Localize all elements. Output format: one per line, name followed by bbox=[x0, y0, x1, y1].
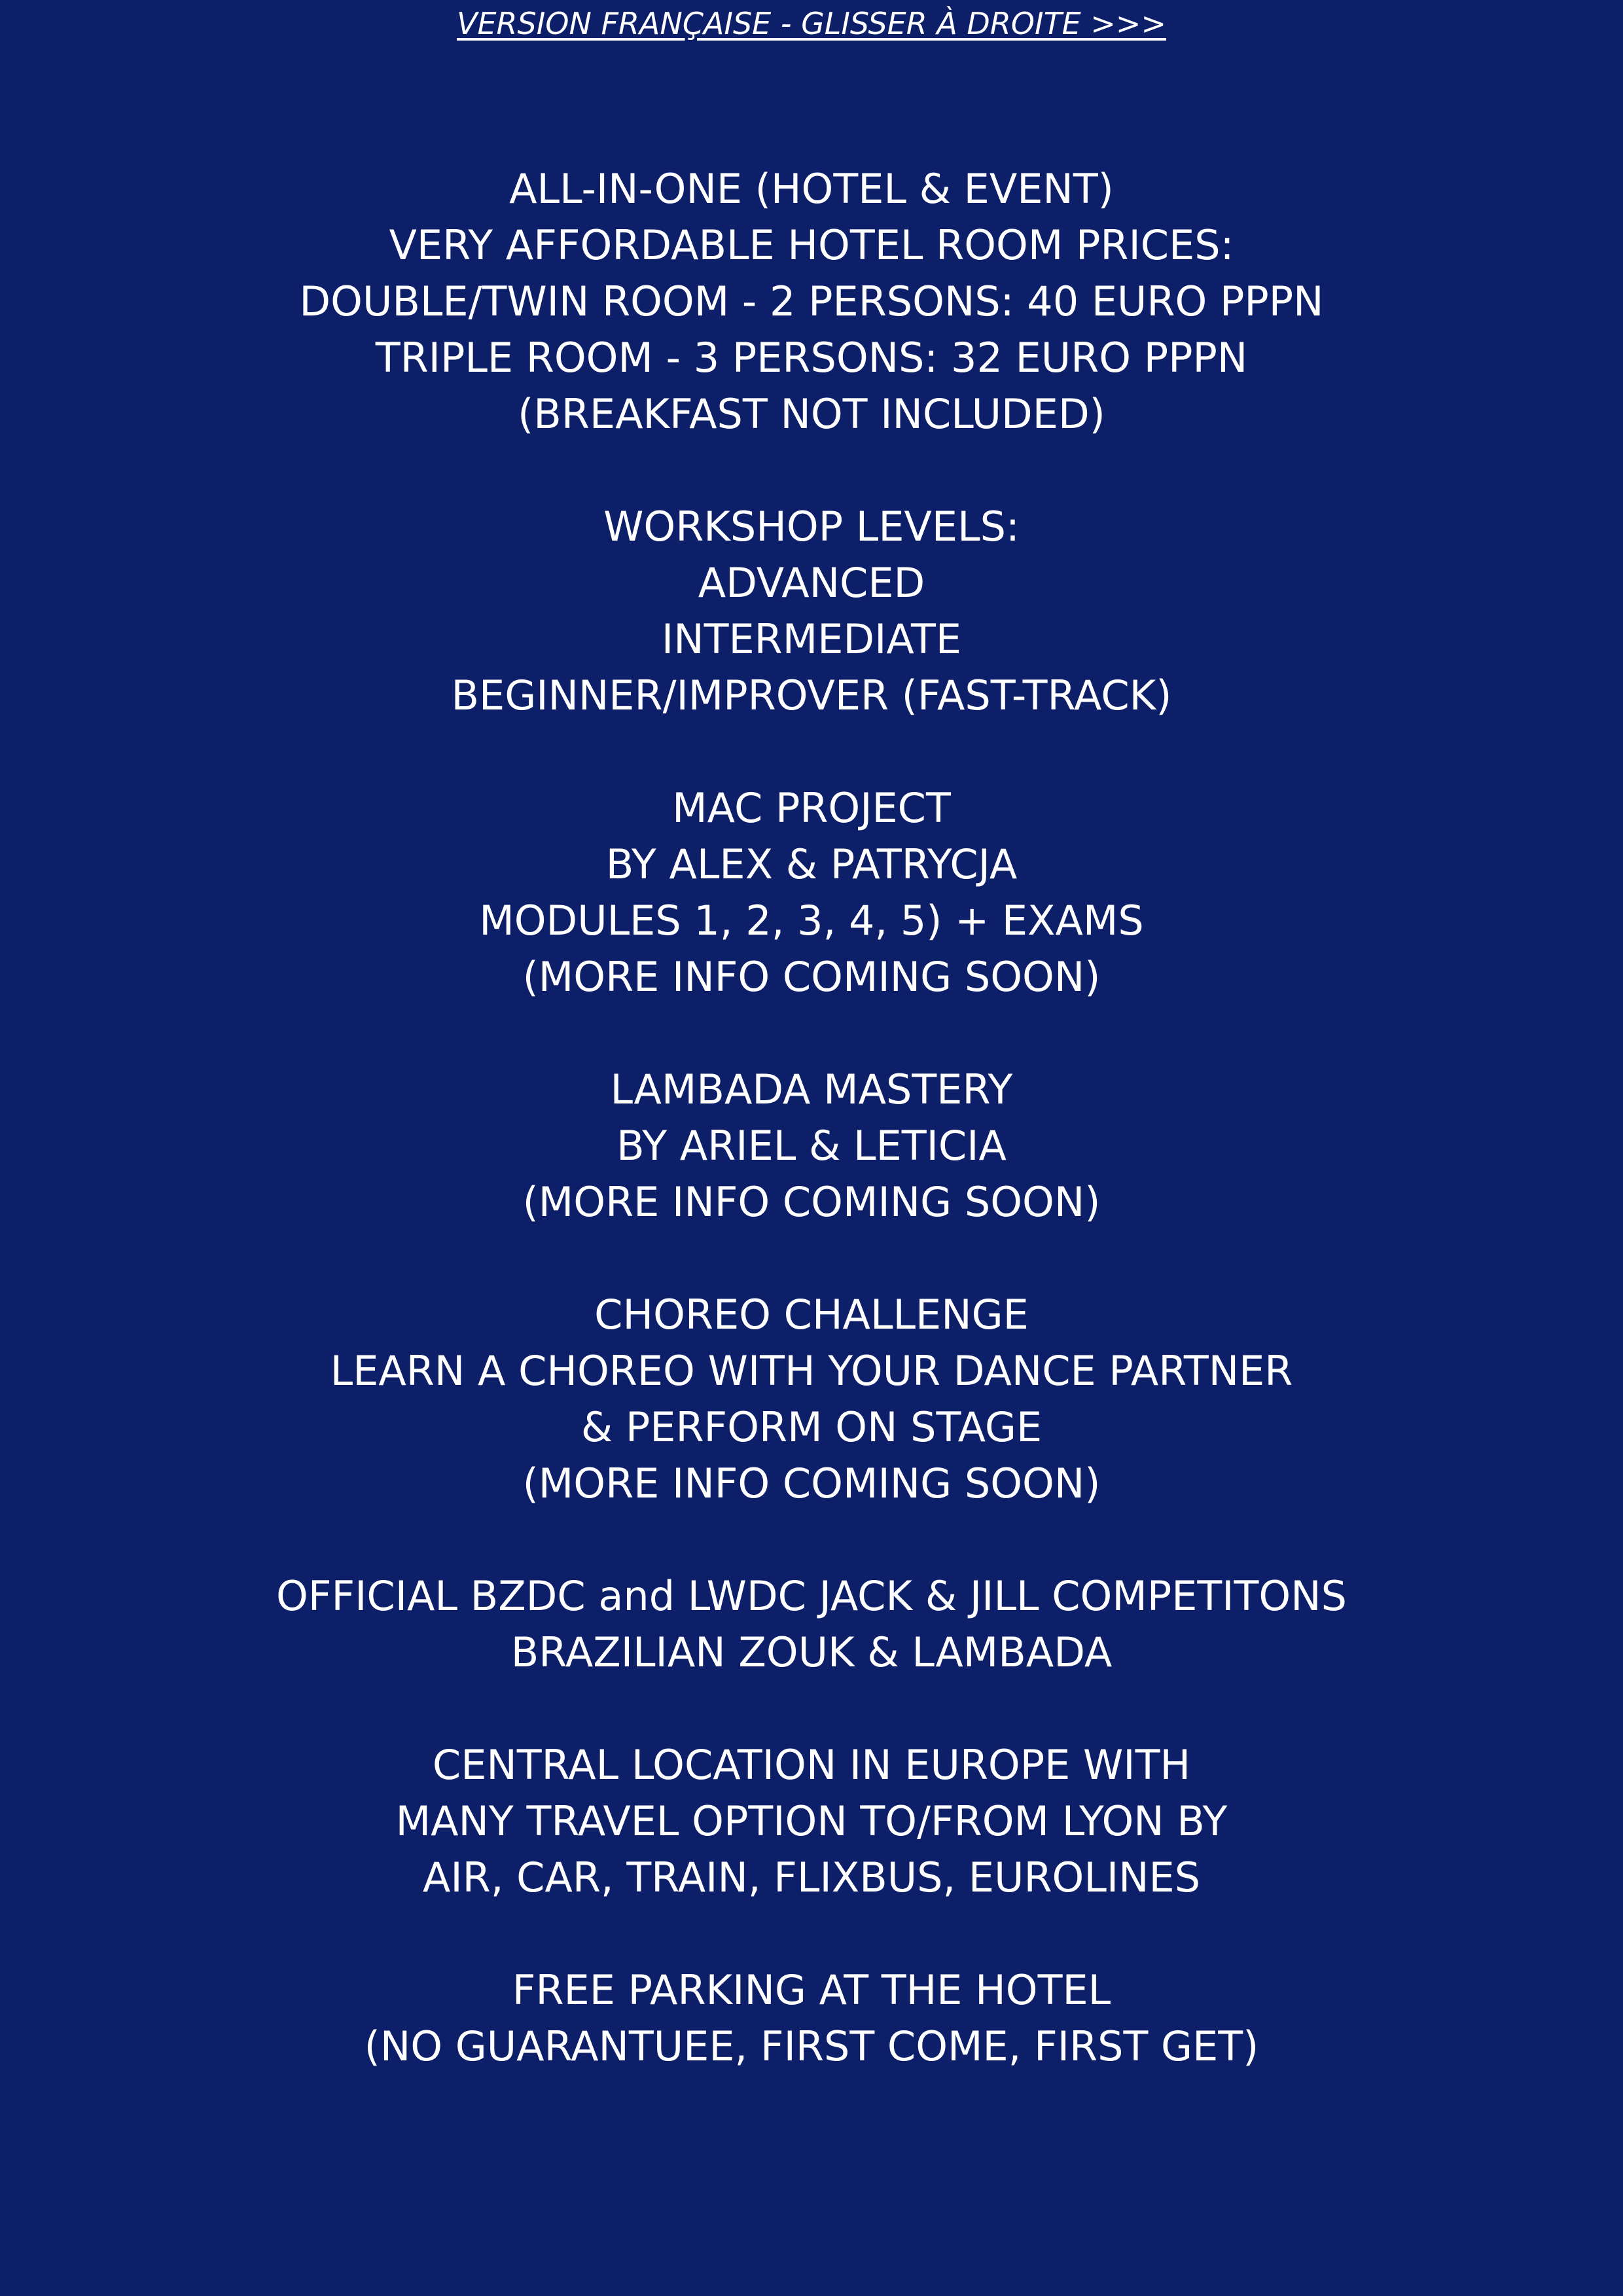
text-line: (MORE INFO COMING SOON) bbox=[522, 953, 1101, 1001]
text-line: BY ARIEL & LETICIA bbox=[616, 1122, 1007, 1170]
text-line: MAC PROJECT bbox=[672, 784, 951, 832]
text-line: (NO GUARANTUEE, FIRST COME, FIRST GET) bbox=[364, 2022, 1259, 2070]
section-location bbox=[0, 1737, 1623, 1906]
text-line: CENTRAL LOCATION IN EUROPE WITH bbox=[432, 1741, 1191, 1789]
text-line: CHOREO CHALLENGE bbox=[594, 1291, 1029, 1338]
text-line: (MORE INFO COMING SOON) bbox=[522, 1178, 1101, 1226]
text-line: ALL-IN-ONE (HOTEL & EVENT) bbox=[509, 165, 1114, 213]
text-line: & PERFORM ON STAGE bbox=[580, 1403, 1043, 1451]
text-line: TRIPLE ROOM - 3 PERSONS: 32 EURO PPPN bbox=[375, 334, 1248, 382]
language-switch-link[interactable]: VERSION FRANÇAISE - GLISSER À DROITE >>> bbox=[457, 6, 1166, 41]
text-line: INTERMEDIATE bbox=[661, 615, 962, 663]
text-line: ADVANCED bbox=[698, 559, 925, 607]
text-line: AIR, CAR, TRAIN, FLIXBUS, EUROLINES bbox=[422, 1854, 1201, 1901]
text-line: DOUBLE/TWIN ROOM - 2 PERSONS: 40 EURO PPPN bbox=[299, 278, 1324, 325]
section-lambada-mastery bbox=[0, 1062, 1623, 1230]
text-line: LAMBADA MASTERY bbox=[610, 1066, 1013, 1113]
section-workshop-levels bbox=[0, 499, 1623, 724]
text-line: MANY TRAVEL OPTION TO/FROM LYON BY bbox=[395, 1797, 1228, 1845]
section-mac-project bbox=[0, 780, 1623, 1005]
text-line: BEGINNER/IMPROVER (FAST-TRACK) bbox=[451, 672, 1172, 719]
section-hotel bbox=[0, 161, 1623, 442]
text-line: (BREAKFAST NOT INCLUDED) bbox=[518, 390, 1105, 438]
text-line: VERY AFFORDABLE HOTEL ROOM PRICES: bbox=[389, 221, 1234, 269]
text-line: BRAZILIAN ZOUK & LAMBADA bbox=[510, 1628, 1113, 1676]
section-competitions bbox=[0, 1568, 1623, 1681]
event-info bbox=[0, 161, 1623, 2131]
text-line: BY ALEX & PATRYCJA bbox=[605, 840, 1018, 888]
text-line: WORKSHOP LEVELS: bbox=[603, 503, 1020, 550]
section-parking bbox=[0, 1962, 1623, 2075]
text-line: OFFICIAL BZDC and LWDC JACK & JILL COMPETITONS bbox=[276, 1572, 1347, 1620]
text-line: LEARN A CHOREO WITH YOUR DANCE PARTNER bbox=[330, 1347, 1293, 1395]
section-choreo-challenge bbox=[0, 1287, 1623, 1512]
text-line: MODULES 1, 2, 3, 4, 5) + EXAMS bbox=[479, 897, 1144, 944]
text-line: FREE PARKING AT THE HOTEL bbox=[512, 1966, 1111, 2014]
text-line: (MORE INFO COMING SOON) bbox=[522, 1460, 1101, 1507]
